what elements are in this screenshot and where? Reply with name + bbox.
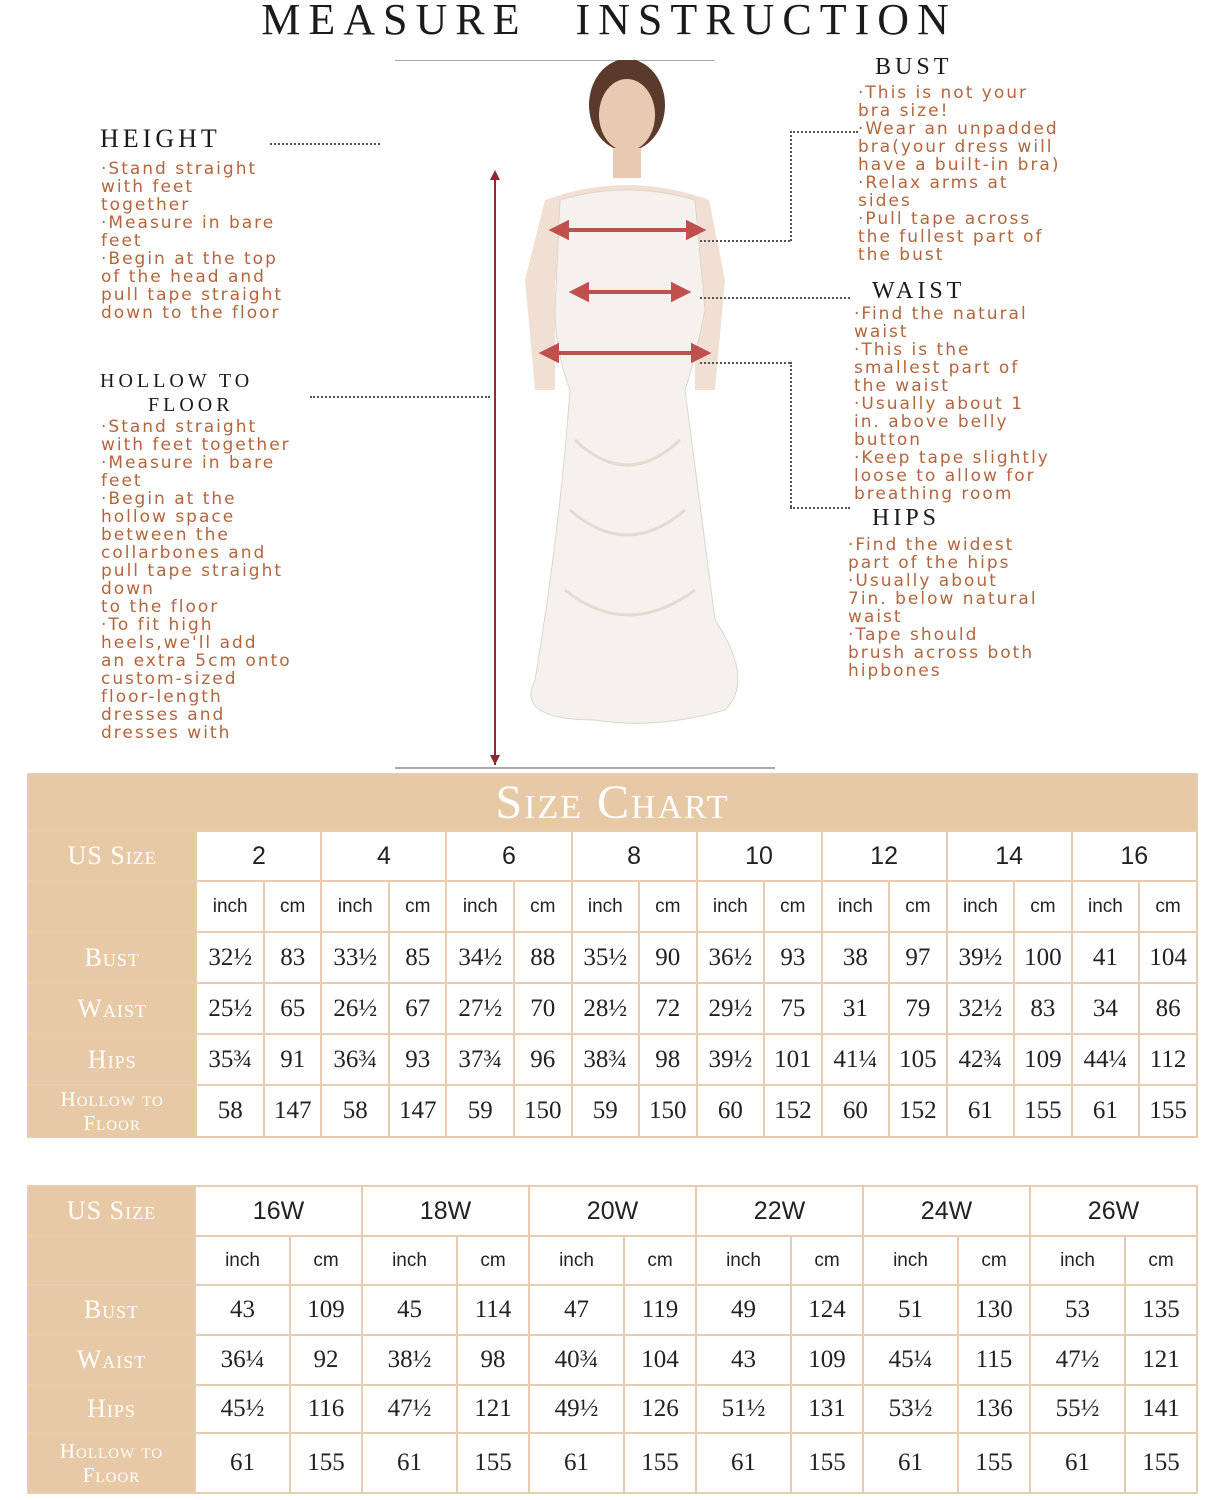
value-cell: 119 bbox=[624, 1285, 696, 1335]
value-cell: 28½ bbox=[572, 983, 640, 1034]
text-line: the waist bbox=[854, 376, 950, 396]
size-cell: 4 bbox=[321, 831, 446, 881]
unit-cell: inch bbox=[947, 881, 1015, 932]
value-cell: 93 bbox=[389, 1034, 446, 1085]
hips-connector-h bbox=[790, 507, 850, 509]
text-line: ·Stand straight bbox=[101, 159, 258, 179]
value-cell: 61 bbox=[195, 1433, 290, 1493]
value-cell: 58 bbox=[196, 1085, 264, 1137]
value-cell: 155 bbox=[791, 1433, 863, 1493]
row-label: Waist bbox=[28, 983, 196, 1034]
value-cell: 97 bbox=[889, 932, 946, 983]
text-line: ·Begin at the top bbox=[101, 249, 278, 269]
value-cell: 60 bbox=[697, 1085, 765, 1137]
unit-cell: inch bbox=[195, 1236, 290, 1285]
value-cell: 31 bbox=[822, 983, 890, 1034]
value-cell: 131 bbox=[791, 1385, 863, 1433]
value-cell: 32½ bbox=[196, 932, 264, 983]
value-cell: 83 bbox=[1014, 983, 1071, 1034]
value-cell: 147 bbox=[264, 1085, 321, 1137]
row-label: Waist bbox=[28, 1335, 195, 1385]
hips-instructions bbox=[848, 536, 1038, 680]
value-cell: 43 bbox=[195, 1285, 290, 1335]
waist-heading: WAIST bbox=[872, 278, 966, 304]
text-line: floor-length bbox=[101, 687, 223, 707]
hollow-instructions bbox=[101, 418, 292, 742]
size-cell: 8 bbox=[572, 831, 697, 881]
text-line: ·This is the bbox=[854, 340, 971, 360]
height-connector bbox=[270, 143, 380, 145]
text-line: feet bbox=[101, 471, 143, 491]
unit-row bbox=[28, 881, 1197, 932]
hips-connector-v bbox=[790, 362, 792, 507]
value-cell: 91 bbox=[264, 1034, 321, 1085]
unit-cell: cm bbox=[290, 1236, 362, 1285]
size-row bbox=[28, 1186, 1197, 1236]
value-cell: 155 bbox=[958, 1433, 1030, 1493]
hollow-heading-line2: FLOOR bbox=[148, 394, 234, 416]
size-cell: 16W bbox=[195, 1186, 362, 1236]
value-cell: 121 bbox=[457, 1385, 529, 1433]
value-cell: 38½ bbox=[362, 1335, 457, 1385]
value-cell: 36¼ bbox=[195, 1335, 290, 1385]
row-label: Hips bbox=[28, 1385, 195, 1433]
unit-label-blank bbox=[28, 1236, 195, 1285]
unit-cell: cm bbox=[389, 881, 446, 932]
value-cell: 67 bbox=[389, 983, 446, 1034]
hollow-row bbox=[28, 1433, 1197, 1493]
value-cell: 26½ bbox=[321, 983, 389, 1034]
value-cell: 93 bbox=[764, 932, 821, 983]
unit-cell: inch bbox=[572, 881, 640, 932]
text-line: down bbox=[101, 579, 155, 599]
value-cell: 45¼ bbox=[863, 1335, 958, 1385]
value-cell: 112 bbox=[1139, 1034, 1197, 1085]
text-line: ·Begin at the bbox=[101, 489, 237, 509]
value-cell: 34 bbox=[1072, 983, 1140, 1034]
text-line: between the bbox=[101, 525, 230, 545]
value-cell: 70 bbox=[514, 983, 571, 1034]
value-cell: 37¾ bbox=[446, 1034, 514, 1085]
value-cell: 38 bbox=[822, 932, 890, 983]
text-line: with feet bbox=[101, 177, 195, 197]
value-cell: 79 bbox=[889, 983, 946, 1034]
size-cell: 26W bbox=[1030, 1186, 1197, 1236]
value-cell: 59 bbox=[572, 1085, 640, 1137]
text-line: ·To fit high bbox=[101, 615, 214, 635]
value-cell: 114 bbox=[457, 1285, 529, 1335]
value-cell: 98 bbox=[639, 1034, 696, 1085]
text-line: an extra 5cm onto bbox=[101, 651, 292, 671]
waist-row bbox=[28, 983, 1197, 1034]
size-row bbox=[28, 831, 1197, 881]
value-cell: 40¾ bbox=[529, 1335, 624, 1385]
value-cell: 92 bbox=[290, 1335, 362, 1385]
value-cell: 136 bbox=[958, 1385, 1030, 1433]
unit-cell: cm bbox=[624, 1236, 696, 1285]
text-line: down to the floor bbox=[101, 303, 281, 323]
text-line: the bust bbox=[858, 245, 945, 265]
text-line: have a built-in bra) bbox=[858, 155, 1061, 175]
size-cell: 24W bbox=[863, 1186, 1030, 1236]
text-line: dresses with bbox=[101, 723, 232, 743]
value-cell: 53½ bbox=[863, 1385, 958, 1433]
text-line: breathing room bbox=[854, 484, 1014, 504]
value-cell: 152 bbox=[889, 1085, 946, 1137]
value-cell: 27½ bbox=[446, 983, 514, 1034]
waist-row bbox=[28, 1335, 1197, 1385]
text-line: waist bbox=[848, 607, 903, 627]
unit-cell: cm bbox=[791, 1236, 863, 1285]
value-cell: 96 bbox=[514, 1034, 571, 1085]
value-cell: 155 bbox=[457, 1433, 529, 1493]
size-cell: 22W bbox=[696, 1186, 863, 1236]
value-cell: 45 bbox=[362, 1285, 457, 1335]
height-heading: HEIGHT bbox=[100, 124, 221, 153]
hips-row bbox=[28, 1034, 1197, 1085]
text-line: ·Keep tape slightly bbox=[854, 448, 1050, 468]
text-line: heels,we'll add bbox=[101, 633, 258, 653]
text-line: in. above belly bbox=[854, 412, 1009, 432]
value-cell: 47½ bbox=[1030, 1335, 1125, 1385]
value-cell: 41¼ bbox=[822, 1034, 890, 1085]
bust-row bbox=[28, 932, 1197, 983]
text-line: of the head and bbox=[101, 267, 266, 287]
size-cell: 14 bbox=[947, 831, 1072, 881]
size-cell: 10 bbox=[697, 831, 822, 881]
size-cell: 20W bbox=[529, 1186, 696, 1236]
value-cell: 61 bbox=[362, 1433, 457, 1493]
value-cell: 152 bbox=[764, 1085, 821, 1137]
value-cell: 86 bbox=[1139, 983, 1197, 1034]
value-cell: 41 bbox=[1072, 932, 1140, 983]
size-cell: 16 bbox=[1072, 831, 1197, 881]
size-chart-table-regular bbox=[27, 773, 1198, 1138]
value-cell: 47½ bbox=[362, 1385, 457, 1433]
bust-connector-stub bbox=[700, 240, 790, 242]
text-line: bra size! bbox=[858, 101, 950, 121]
value-cell: 104 bbox=[624, 1335, 696, 1385]
text-line: the fullest part of bbox=[858, 227, 1044, 247]
unit-cell: inch bbox=[696, 1236, 791, 1285]
value-cell: 34½ bbox=[446, 932, 514, 983]
waist-instructions bbox=[854, 305, 1050, 503]
row-label: Hollow to Floor bbox=[28, 1085, 196, 1137]
unit-cell: inch bbox=[1072, 881, 1140, 932]
value-cell: 155 bbox=[1125, 1433, 1197, 1493]
text-line: ·Tape should bbox=[848, 625, 979, 645]
value-cell: 61 bbox=[863, 1433, 958, 1493]
value-cell: 147 bbox=[389, 1085, 446, 1137]
bust-connector-h bbox=[790, 131, 858, 133]
value-cell: 61 bbox=[947, 1085, 1015, 1137]
unit-label-blank bbox=[28, 881, 196, 932]
value-cell: 155 bbox=[1014, 1085, 1071, 1137]
unit-cell: inch bbox=[321, 881, 389, 932]
value-cell: 42¾ bbox=[947, 1034, 1015, 1085]
hips-heading: HIPS bbox=[872, 505, 941, 531]
value-cell: 65 bbox=[264, 983, 321, 1034]
value-cell: 60 bbox=[822, 1085, 890, 1137]
text-line: ·Usually about bbox=[848, 571, 998, 591]
text-line: part of the hips bbox=[848, 553, 1011, 573]
text-line: ·Wear an unpadded bbox=[858, 119, 1059, 139]
value-cell: 121 bbox=[1125, 1335, 1197, 1385]
value-cell: 36½ bbox=[697, 932, 765, 983]
text-line: feet bbox=[101, 231, 143, 251]
us-size-label: US Size bbox=[28, 831, 196, 881]
value-cell: 116 bbox=[290, 1385, 362, 1433]
value-cell: 104 bbox=[1139, 932, 1197, 983]
text-line: pull tape straight bbox=[101, 285, 284, 305]
value-cell: 25½ bbox=[196, 983, 264, 1034]
waist-connector bbox=[700, 297, 850, 299]
text-line: ·Find the widest bbox=[848, 535, 1015, 555]
value-cell: 44¼ bbox=[1072, 1034, 1140, 1085]
text-line: ·Stand straight bbox=[101, 417, 258, 437]
value-cell: 109 bbox=[1014, 1034, 1071, 1085]
text-line: ·Usually about 1 bbox=[854, 394, 1025, 414]
unit-cell: inch bbox=[863, 1236, 958, 1285]
value-cell: 35¾ bbox=[196, 1034, 264, 1085]
row-label: Bust bbox=[28, 1285, 195, 1335]
unit-cell: cm bbox=[639, 881, 696, 932]
text-line: smallest part of bbox=[854, 358, 1020, 378]
text-line: dresses and bbox=[101, 705, 226, 725]
size-chart-title: Size Chart bbox=[28, 774, 1197, 831]
value-cell: 109 bbox=[791, 1335, 863, 1385]
text-line: ·Measure in bare bbox=[101, 213, 276, 233]
value-cell: 58 bbox=[321, 1085, 389, 1137]
value-cell: 38¾ bbox=[572, 1034, 640, 1085]
value-cell: 49 bbox=[696, 1285, 791, 1335]
value-cell: 53 bbox=[1030, 1285, 1125, 1335]
unit-cell: cm bbox=[514, 881, 571, 932]
text-line: ·Measure in bare bbox=[101, 453, 276, 473]
unit-cell: inch bbox=[697, 881, 765, 932]
hollow-row bbox=[28, 1085, 1197, 1137]
size-cell: 2 bbox=[196, 831, 321, 881]
value-cell: 98 bbox=[457, 1335, 529, 1385]
value-cell: 45½ bbox=[195, 1385, 290, 1433]
value-cell: 130 bbox=[958, 1285, 1030, 1335]
size-chart-table-plus bbox=[27, 1185, 1198, 1494]
value-cell: 72 bbox=[639, 983, 696, 1034]
bust-connector-v bbox=[790, 131, 792, 241]
unit-cell: inch bbox=[822, 881, 890, 932]
value-cell: 36¾ bbox=[321, 1034, 389, 1085]
value-cell: 85 bbox=[389, 932, 446, 983]
unit-cell: cm bbox=[1125, 1236, 1197, 1285]
value-cell: 150 bbox=[514, 1085, 571, 1137]
value-cell: 61 bbox=[696, 1433, 791, 1493]
unit-cell: cm bbox=[457, 1236, 529, 1285]
unit-cell: cm bbox=[764, 881, 821, 932]
value-cell: 101 bbox=[764, 1034, 821, 1085]
bust-instructions bbox=[858, 84, 1060, 264]
text-line: hipbones bbox=[848, 661, 942, 681]
text-line: hollow space bbox=[101, 507, 236, 527]
text-line: ·Find the natural bbox=[854, 304, 1028, 324]
value-cell: 150 bbox=[639, 1085, 696, 1137]
unit-cell: inch bbox=[196, 881, 264, 932]
text-line: to the floor bbox=[101, 597, 220, 617]
bust-row bbox=[28, 1285, 1197, 1335]
value-cell: 61 bbox=[1030, 1433, 1125, 1493]
value-cell: 51½ bbox=[696, 1385, 791, 1433]
unit-cell: inch bbox=[446, 881, 514, 932]
value-cell: 88 bbox=[514, 932, 571, 983]
hollow-connector bbox=[310, 396, 490, 398]
size-cell: 6 bbox=[446, 831, 571, 881]
hips-row bbox=[28, 1385, 1197, 1433]
unit-row bbox=[28, 1236, 1197, 1285]
value-cell: 39½ bbox=[947, 932, 1015, 983]
unit-cell: cm bbox=[889, 881, 946, 932]
value-cell: 29½ bbox=[697, 983, 765, 1034]
value-cell: 47 bbox=[529, 1285, 624, 1335]
value-cell: 155 bbox=[624, 1433, 696, 1493]
row-label: Bust bbox=[28, 932, 196, 983]
value-cell: 61 bbox=[529, 1433, 624, 1493]
title-word-measure: MEASURE bbox=[261, 0, 528, 44]
text-line: button bbox=[854, 430, 923, 450]
value-cell: 126 bbox=[624, 1385, 696, 1433]
text-line: bra(your dress will bbox=[858, 137, 1054, 157]
bust-heading: BUST bbox=[875, 54, 953, 80]
value-cell: 59 bbox=[446, 1085, 514, 1137]
value-cell: 109 bbox=[290, 1285, 362, 1335]
value-cell: 141 bbox=[1125, 1385, 1197, 1433]
row-label: Hollow to Floor bbox=[28, 1433, 195, 1493]
unit-cell: cm bbox=[1014, 881, 1071, 932]
value-cell: 32½ bbox=[947, 983, 1015, 1034]
value-cell: 35½ bbox=[572, 932, 640, 983]
text-line: brush across both bbox=[848, 643, 1035, 663]
text-line: collarbones and bbox=[101, 543, 267, 563]
size-cell: 18W bbox=[362, 1186, 529, 1236]
value-cell: 39½ bbox=[697, 1034, 765, 1085]
unit-cell: inch bbox=[529, 1236, 624, 1285]
value-cell: 90 bbox=[639, 932, 696, 983]
value-cell: 124 bbox=[791, 1285, 863, 1335]
value-cell: 61 bbox=[1072, 1085, 1140, 1137]
value-cell: 43 bbox=[696, 1335, 791, 1385]
page-title bbox=[0, 0, 1218, 45]
value-cell: 51 bbox=[863, 1285, 958, 1335]
unit-cell: cm bbox=[264, 881, 321, 932]
value-cell: 155 bbox=[290, 1433, 362, 1493]
text-line: ·Pull tape across bbox=[858, 209, 1032, 229]
unit-cell: inch bbox=[1030, 1236, 1125, 1285]
text-line: with feet together bbox=[101, 435, 291, 455]
text-line: 7in. below natural bbox=[848, 589, 1038, 609]
value-cell: 155 bbox=[1139, 1085, 1197, 1137]
title-word-instruction: INSTRUCTION bbox=[575, 0, 957, 44]
unit-cell: cm bbox=[1139, 881, 1197, 932]
text-line: loose to allow for bbox=[854, 466, 1036, 486]
text-line: waist bbox=[854, 322, 909, 342]
text-line: together bbox=[101, 195, 191, 215]
value-cell: 75 bbox=[764, 983, 821, 1034]
row-label: Hips bbox=[28, 1034, 196, 1085]
value-cell: 115 bbox=[958, 1335, 1030, 1385]
text-line: pull tape straight bbox=[101, 561, 284, 581]
value-cell: 105 bbox=[889, 1034, 946, 1085]
value-cell: 33½ bbox=[321, 932, 389, 983]
size-cell: 12 bbox=[822, 831, 947, 881]
hips-connector-stub bbox=[700, 362, 790, 364]
model-figure bbox=[395, 60, 825, 770]
hollow-heading-line1: HOLLOW TO bbox=[100, 370, 254, 392]
value-cell: 135 bbox=[1125, 1285, 1197, 1335]
value-cell: 83 bbox=[264, 932, 321, 983]
text-line: sides bbox=[858, 191, 912, 211]
value-cell: 49½ bbox=[529, 1385, 624, 1433]
unit-cell: cm bbox=[958, 1236, 1030, 1285]
height-instructions bbox=[101, 160, 283, 322]
text-line: ·Relax arms at bbox=[858, 173, 1009, 193]
value-cell: 55½ bbox=[1030, 1385, 1125, 1433]
text-line: custom-sized bbox=[101, 669, 238, 689]
text-line: ·This is not your bbox=[858, 83, 1028, 103]
us-size-label: US Size bbox=[28, 1186, 195, 1236]
unit-cell: inch bbox=[362, 1236, 457, 1285]
value-cell: 100 bbox=[1014, 932, 1071, 983]
